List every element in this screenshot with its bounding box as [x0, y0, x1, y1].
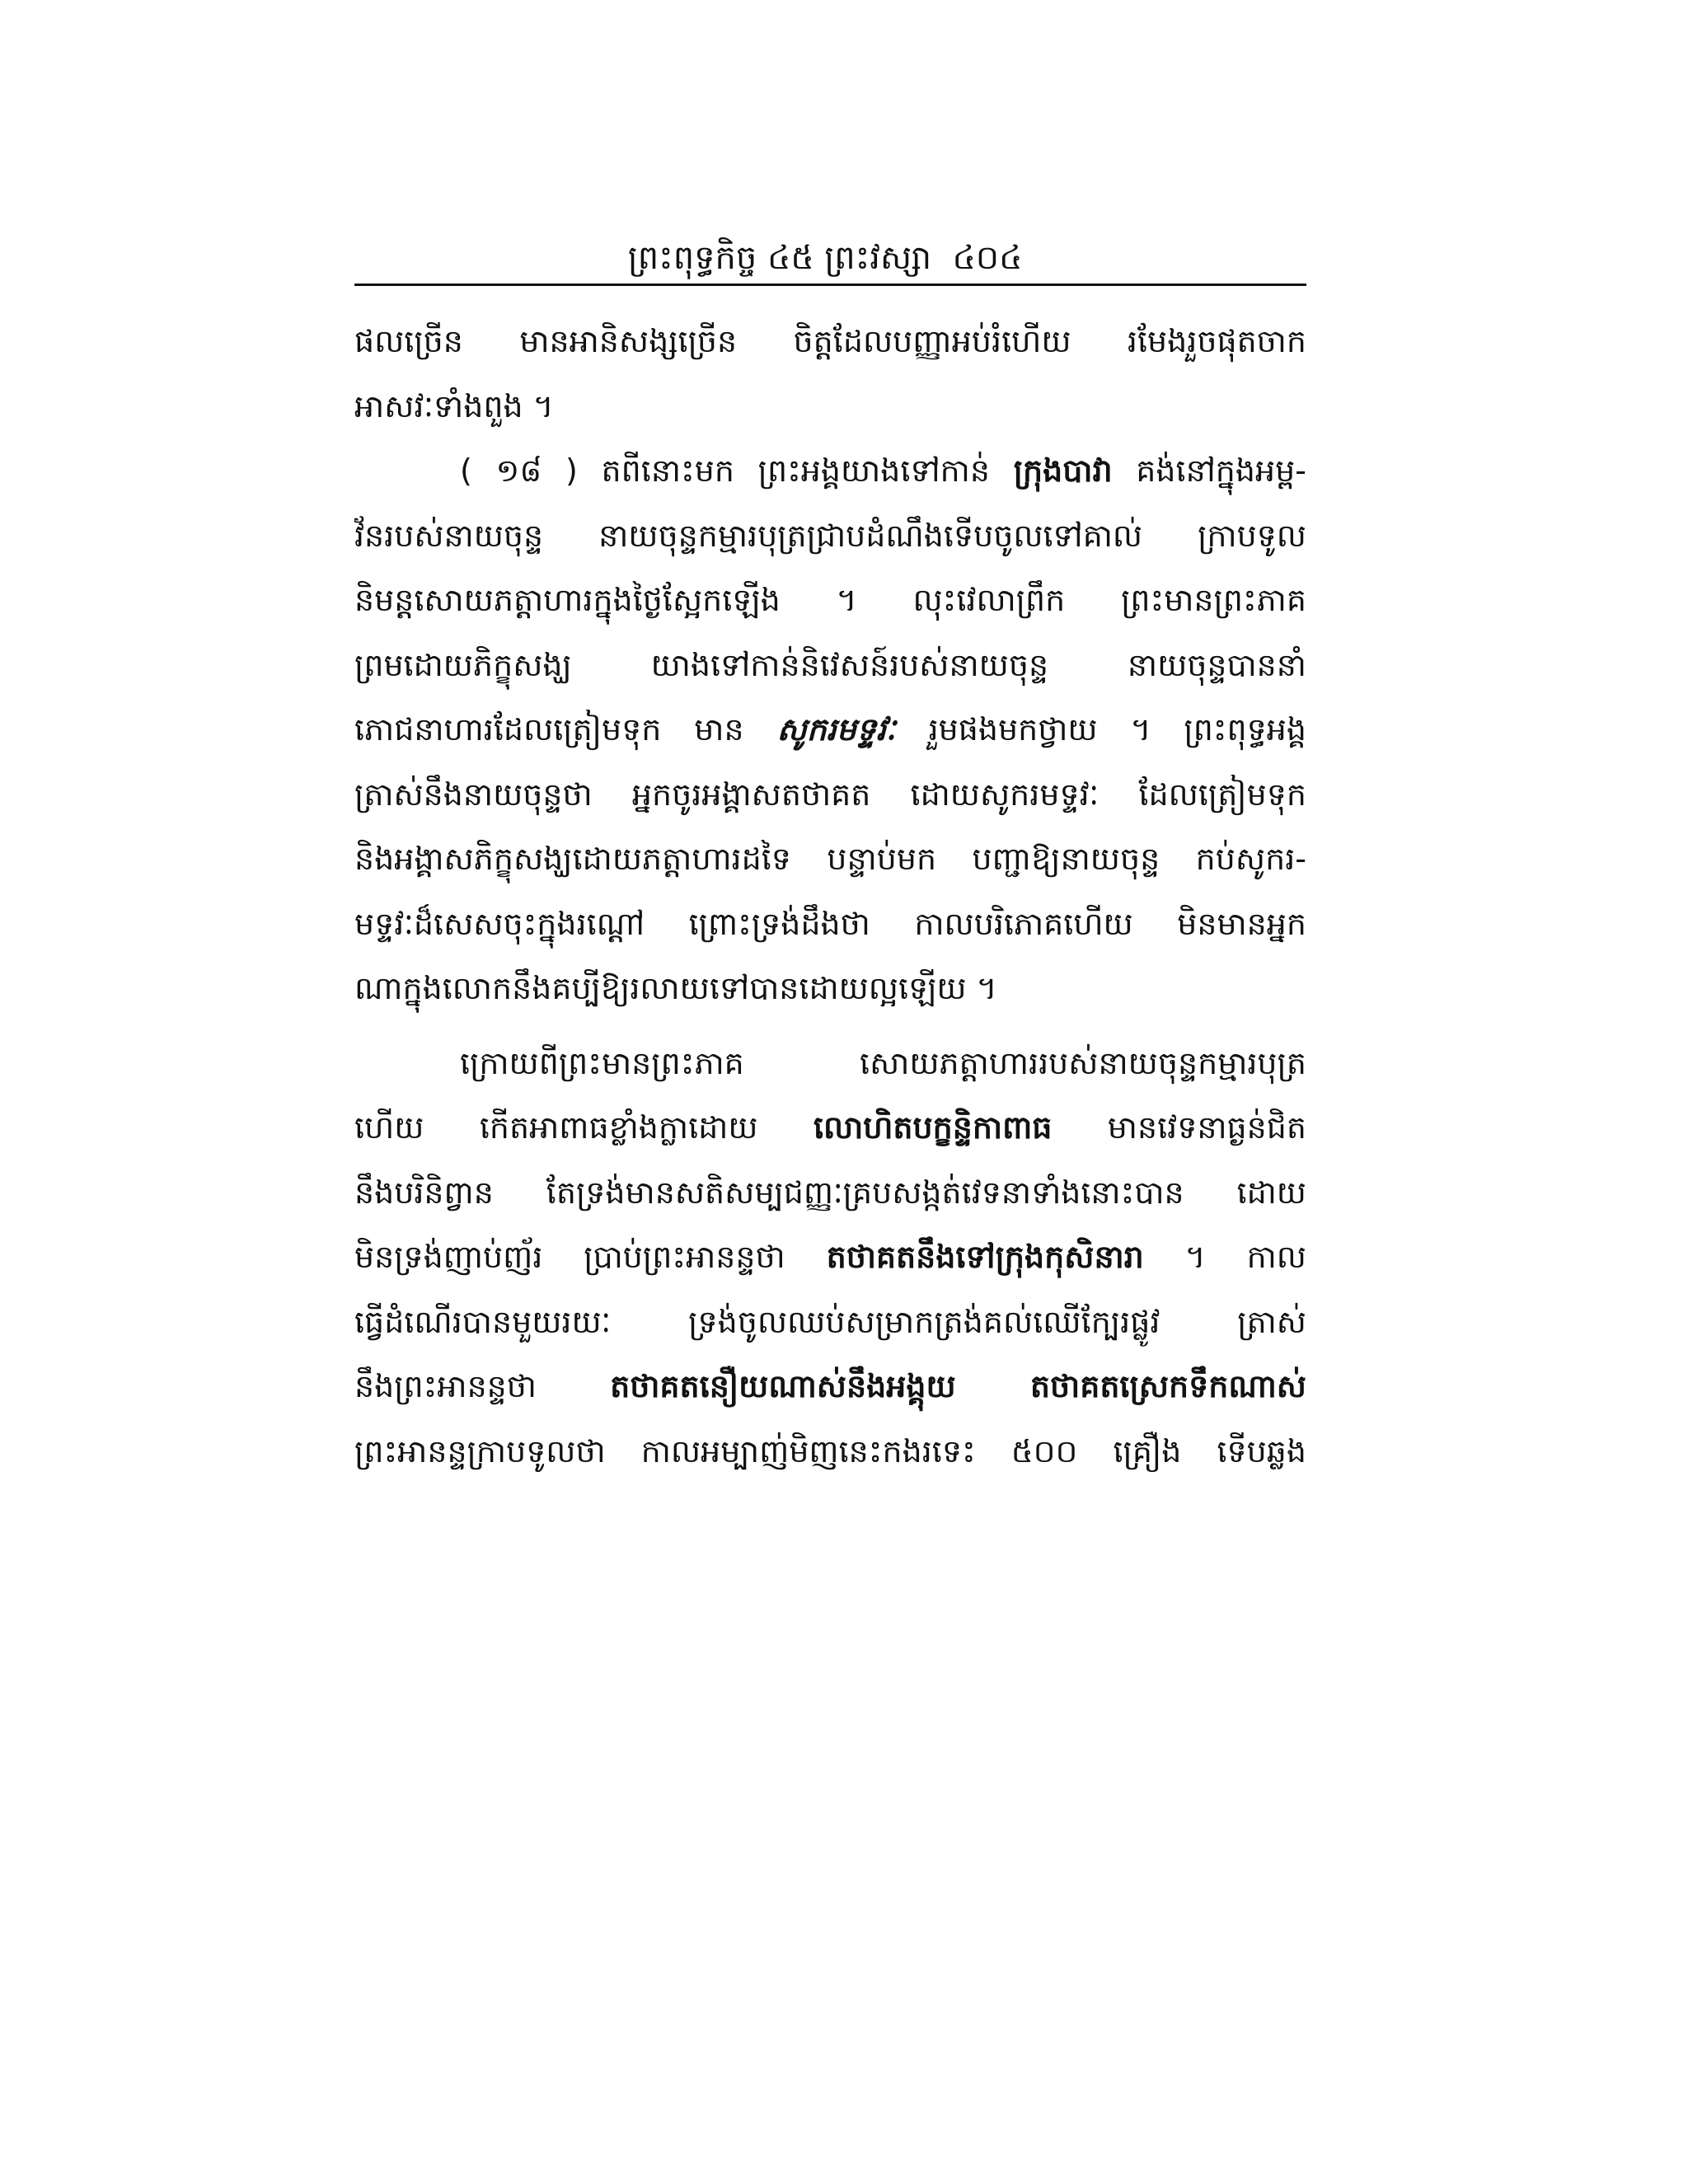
- text-segment: អាសវៈទាំងពួង ។: [354, 387, 554, 424]
- text-line: [354, 1290, 1306, 1355]
- text-segment: ហើយ កើតអាពាធខ្លាំងក្លាដោយ: [354, 1109, 814, 1146]
- text-segment: ផលច្រើន មានអានិសង្សច្រើន ចិត្តដែលបញ្ញាអប់រំហើយ រមែងរួចផុតចាក: [354, 323, 1306, 359]
- text-segment: នឹងបរិនិព្វាន តែទ្រង់មានសតិសម្បជញ្ញៈគ្របសង្កត់វេទនាទាំងនោះបាន ដោយ: [354, 1174, 1306, 1211]
- text-line: [354, 309, 1306, 374]
- text-segment: ធ្វើដំណើរបានមួយរយៈ ទ្រង់ចូលឈប់សម្រាកត្រង់គល់ឈើក្បែរផ្លូវ ត្រាស់: [354, 1303, 1306, 1340]
- text-line: [354, 504, 1306, 569]
- text-segment: ភោជនាហារដែលត្រៀមទុក មាន: [354, 711, 777, 748]
- text-segment: គង់នៅក្នុងអម្ព-: [1112, 452, 1306, 489]
- text-segment: ត្រាស់នឹងនាយចុន្ទថា អ្នកចូរអង្គាសតថាគត ដោយសូករមទ្ទវៈ ដែលត្រៀមទុក: [354, 776, 1306, 813]
- text-line: [354, 1354, 1306, 1419]
- emphasized-text: សូករមទ្ទវៈ: [776, 711, 896, 748]
- text-line: [354, 1419, 1306, 1484]
- text-segment: ព្រះអានន្ទក្រាបទូលថា កាលអម្បាញ់មិញនេះកងរទេះ ៥០០ គ្រឿង ទើបឆ្លង: [354, 1432, 1306, 1469]
- text-segment: ណាក្នុងលោកនឹងគប្បីឱ្យរលាយទៅបានដោយល្អឡើយ ។: [354, 970, 997, 1006]
- text-line: [354, 1095, 1306, 1160]
- text-line: [354, 1031, 1306, 1096]
- text-line: [354, 438, 1306, 504]
- text-segment: ។ កាល: [1143, 1239, 1306, 1275]
- text-segment: ( ១៨ ) តពីនោះមក ព្រះអង្គយាងទៅកាន់: [460, 452, 1014, 489]
- running-header: ព្រះពុទ្ធកិច្ច ៤៥ ព្រះវស្សា ៤០៤: [627, 239, 1034, 277]
- text-segment: នឹងព្រះអានន្ទថា: [354, 1368, 611, 1404]
- emphasized-text: តថាគតនឹងទៅក្រុងកុសិនារា: [826, 1239, 1144, 1275]
- text-line: [354, 892, 1306, 957]
- text-line: [354, 1225, 1306, 1290]
- emphasized-text: លោហិតបក្ខន្ទិកាពាធ: [813, 1109, 1053, 1146]
- text-line: [354, 697, 1306, 762]
- text-line: [354, 633, 1306, 698]
- emphasized-text: តថាគតនឿយណាស់នឹងអង្គុយ តថាគតស្រេកទឹកណាស់: [610, 1368, 1306, 1404]
- text-segment: មទ្ទវៈដ៏សេសចុះក្នុងរណ្ដៅ ព្រោះទ្រង់ដឹងថា កាលបរិភោគហើយ មិនមានអ្នក: [354, 905, 1306, 942]
- text-line: [354, 1160, 1306, 1226]
- text-segment: ព្រមដោយភិក្ខុសង្ឃ យាងទៅកាន់និវេសន៍របស់នាយចុន្ទ នាយចុន្ទបាននាំ: [354, 646, 1306, 683]
- text-line: [354, 762, 1306, 827]
- text-line: [354, 568, 1306, 633]
- text-segment: មានវេទនាធ្ងន់ជិត: [1052, 1109, 1306, 1146]
- body-text: [354, 309, 1306, 1483]
- text-segment: និងអង្គាសភិក្ខុសង្ឃដោយភត្តាហារដទៃ បន្ទាប់មក បញ្ជាឱ្យនាយចុន្ទ កប់សូករ-: [354, 841, 1306, 877]
- text-segment: ក្រោយពីព្រះមានព្រះភាគ សោយភត្តាហាររបស់នាយចុន្ទកម្មារបុត្រ: [460, 1044, 1306, 1081]
- text-line: [354, 374, 1306, 439]
- text-line: [354, 827, 1306, 892]
- text-segment: រួមផងមកថ្វាយ ។ ព្រះពុទ្ធអង្គ: [895, 711, 1306, 748]
- header-rule: [354, 284, 1306, 286]
- text-segment: វ័នរបស់នាយចុន្ទ នាយចុន្ទកម្មារបុត្រជ្រាបដំណឹងទើបចូលទៅគាល់ ក្រាបទូល: [354, 517, 1306, 554]
- emphasized-text: ក្រុងបាវា: [1013, 452, 1113, 489]
- text-segment: និមន្តសោយភត្តាហារក្នុងថ្ងៃស្អែកឡើង ។ លុះវេលាព្រឹក ព្រះមានព្រះភាគ: [354, 582, 1306, 618]
- text-line: [354, 956, 1306, 1021]
- text-segment: មិនទ្រង់ញាប់ញ័រ ប្រាប់ព្រះអានន្ទថា: [354, 1239, 827, 1275]
